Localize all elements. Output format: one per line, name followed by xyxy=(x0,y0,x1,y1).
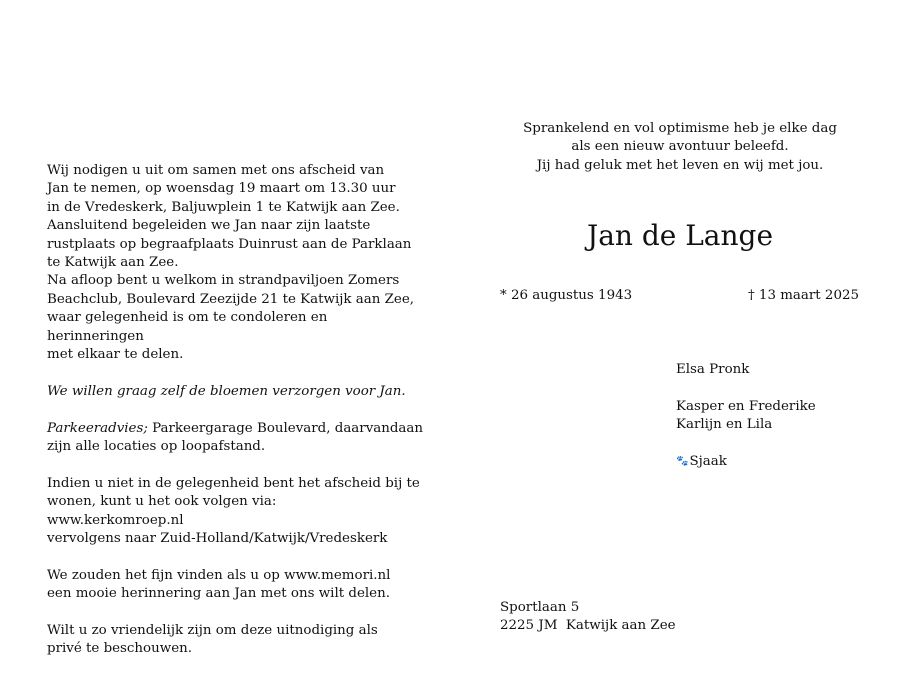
address xyxy=(500,599,676,636)
pet-name: Sjaak xyxy=(689,454,727,469)
motto-text: Sprankelend en vol optimisme heb je elke dag als een nieuw avontuur beleefd. Jij had geluk met het leven en wij met jou. xyxy=(523,121,837,173)
parking-text: Parkeergarage Boulevard, daarvandaan zijn alle locaties op loopafstand. xyxy=(47,420,424,455)
livestream-info: Indien u niet in de gelegenheid bent het afscheid bij te wonen, kunt u het ook volgen via: www.kerkomroep.nl vervolgens naar Zuid-Holland/Katwijk/Vredeskerk xyxy=(47,475,420,547)
family-names xyxy=(676,361,816,471)
children-line-2: Karlijn en Lila xyxy=(676,417,773,433)
birth-date: * 26 augustus 1943 xyxy=(500,288,633,303)
deceased-name: Jan de Lange xyxy=(586,219,774,252)
parking-label: Parkeeradvies; xyxy=(47,420,148,436)
privacy-note: Wilt u zo vriendelijk zijn om deze uitnodiging als privé te beschouwen. xyxy=(47,623,378,657)
death-date: † 13 maart 2025 xyxy=(747,288,859,303)
address-city: 2225 JM Katwijk aan Zee xyxy=(500,618,676,634)
ceremony-details: Wij nodigen u uit om samen met ons afscheid van Jan te nemen, op woensdag 19 maart om 13.30 uur in de Vredeskerk, Baljuwplein 1 te Katwijk aan Zee. Aansluitend begeleiden we Jan naar zijn laatste rustplaats op begraafplaats Duinrust aan de Parklaan te Katwijk aan Zee. Na afloop bent u welkom in strandpaviljoen Zomers Beachclub, Boulevard Zeezijde 21 te Katwijk aan Zee, waar gelegenheid is om te condoleren en herinneringen met elkaar te delen. xyxy=(47,163,415,363)
pet-line xyxy=(676,453,816,471)
invitation-text xyxy=(47,162,427,659)
flowers-note: We willen graag zelf de bloemen verzorgen voor Jan. xyxy=(47,383,406,399)
paw-icon: 🐾 xyxy=(676,456,689,467)
parking-advice xyxy=(47,420,427,457)
partner-name: Elsa Pronk xyxy=(676,362,750,377)
memori-info: We zouden het fijn vinden als u op www.memori.nl een mooie herinnering aan Jan met ons wilt delen. xyxy=(47,567,391,602)
children-line-1: Kasper en Frederike xyxy=(676,398,816,414)
address-street: Sportlaan 5 xyxy=(500,600,580,615)
